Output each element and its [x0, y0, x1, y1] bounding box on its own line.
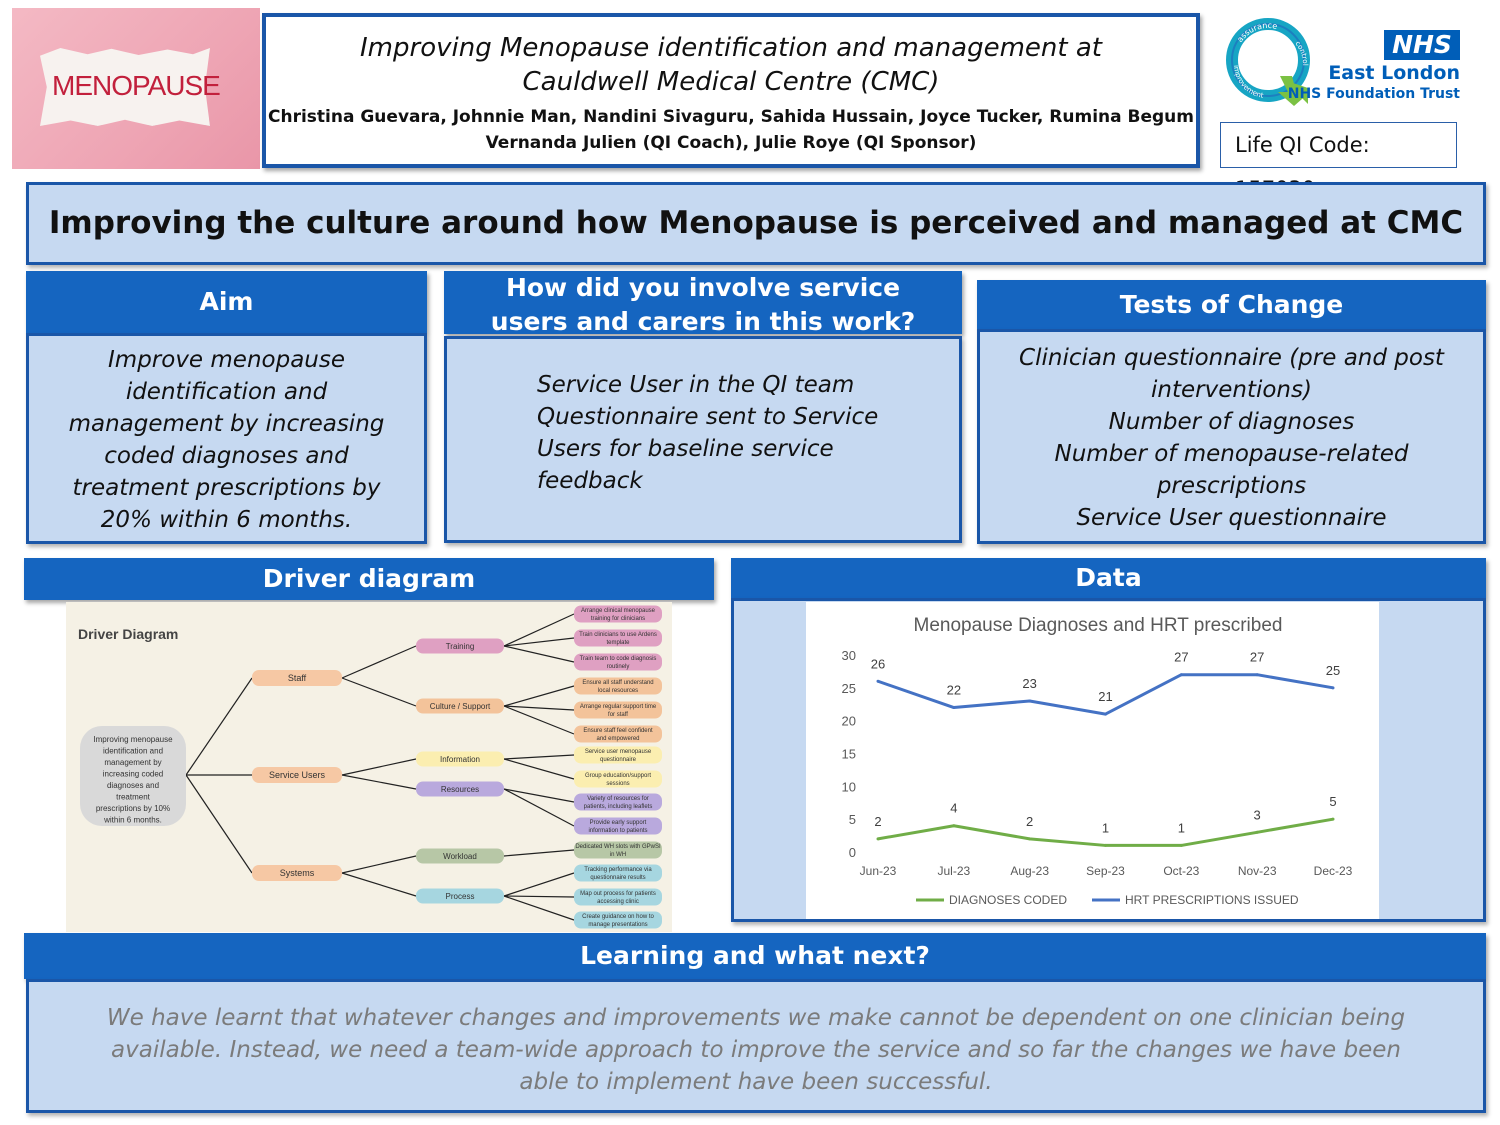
- driver-secondary-5-label: Process: [445, 891, 475, 901]
- y-tick-label: 10: [841, 779, 856, 795]
- driver-primary-0: [252, 670, 342, 686]
- x-tick-label: Aug-23: [1010, 864, 1050, 878]
- data-label: 27: [1174, 649, 1189, 665]
- authors: [266, 104, 1196, 156]
- chart-title: Menopause Diagnoses and HRT prescribed: [913, 615, 1283, 636]
- driver-change-2-label: Train team to code diagnosis routinely: [579, 656, 657, 671]
- series-point-0: [1104, 844, 1107, 847]
- project-banner: Improving the culture around how Menopause is perceived and managed at CMC: [26, 182, 1486, 265]
- driver-primary-2-label: Systems: [279, 868, 315, 879]
- driver-primary-0-label: Staff: [287, 673, 307, 684]
- x-tick-label: Jun-23: [859, 864, 897, 878]
- series-point-1: [952, 706, 955, 709]
- series-point-1: [1028, 699, 1031, 702]
- involve-heading: [444, 271, 962, 334]
- driver-change-2: [574, 654, 662, 671]
- driver-primary-2: [252, 865, 342, 881]
- driver-secondary-1: [416, 699, 504, 714]
- driver-change-8: [574, 794, 662, 811]
- authors-line-2: Vernanda Julien (QI Coach), Julie Roye (QI Sponsor): [485, 133, 977, 153]
- data-label: 1: [1177, 820, 1185, 836]
- series-point-1: [1180, 673, 1183, 676]
- series-point-0: [1332, 818, 1335, 821]
- driver-change-6: [574, 747, 662, 764]
- legend-label-0: DIAGNOSES CODED: [949, 893, 1068, 907]
- driver-change-9: [574, 818, 662, 835]
- y-tick-label: 30: [841, 648, 856, 663]
- x-tick-label: Nov-23: [1237, 864, 1277, 878]
- data-label: 2: [1026, 813, 1034, 829]
- logo-word-control: control: [1293, 39, 1310, 66]
- nhs-logo: NHS: [1384, 30, 1460, 60]
- involve-heading-text: How did you involve service users and carers in this work?: [490, 273, 916, 336]
- data-label: 21: [1098, 689, 1113, 705]
- x-tick-label: Jul-23: [937, 864, 971, 878]
- series-point-1: [1256, 673, 1259, 676]
- learning-heading: Learning and what next?: [24, 933, 1486, 979]
- driver-secondary-5: [416, 889, 504, 904]
- driver-secondary-2: [416, 752, 504, 767]
- involve-line-2: Questionnaire sent to Service Users for baseline service feedback: [537, 404, 879, 494]
- driver-change-1-label: Train clinicians to use Ardens template: [579, 632, 657, 647]
- driver-change-10-label: Dedicated WH slots with GPwSI in WH: [575, 844, 661, 859]
- driver-change-3: [574, 678, 662, 695]
- test-line-4: Service User questionnaire: [1076, 505, 1387, 531]
- involve-line-1: Service User in the QI team: [537, 372, 855, 398]
- driver-root-text: Improving menopause identification and management by increasing coded diagnoses and treatment prescriptions by 10% within 6 months.: [93, 735, 173, 825]
- poster-title: [266, 31, 1196, 99]
- data-label: 4: [950, 800, 958, 816]
- driver-change-10: [574, 842, 662, 859]
- driver-secondary-0: [416, 639, 504, 654]
- driver-change-7: [574, 771, 662, 788]
- driver-change-6-label: Service user menopause questionnaire: [584, 749, 652, 764]
- driver-secondary-3: [416, 782, 504, 797]
- aim-heading: Aim: [26, 271, 427, 333]
- data-heading: Data: [731, 558, 1486, 598]
- driver-secondary-1-label: Culture / Support: [429, 701, 491, 711]
- driver-secondary-4: [416, 849, 504, 864]
- driver-primary-1: [252, 767, 342, 783]
- test-line-1: Clinician questionnaire (pre and post interventions): [1019, 345, 1444, 403]
- y-tick-label: 25: [841, 680, 856, 696]
- aim-panel: [26, 333, 427, 544]
- driver-secondary-3-label: Resources: [440, 784, 480, 794]
- driver-change-7-label: Group education/support sessions: [584, 773, 652, 788]
- driver-change-13-label: Create guidance on how to manage presentations: [582, 914, 654, 929]
- driver-change-12: [574, 889, 662, 906]
- y-tick-label: 5: [848, 812, 856, 828]
- trust-name: East London: [1328, 62, 1460, 84]
- y-tick-label: 0: [848, 845, 856, 860]
- data-label: 26: [870, 656, 886, 672]
- title-line-1: Improving Menopause identification and management at: [360, 33, 1102, 63]
- data-label: 1: [1101, 820, 1110, 836]
- driver-secondary-0-label: Training: [445, 641, 475, 651]
- driver-change-12-label: Map out process for patients accessing clinic: [580, 891, 656, 906]
- series-point-1: [1332, 686, 1335, 689]
- data-label: 25: [1325, 662, 1341, 678]
- title-box: [262, 13, 1200, 168]
- menopause-image-word: MENOPAUSE: [52, 70, 220, 101]
- tests-panel: [977, 329, 1486, 544]
- driver-secondary-2-label: Information: [439, 754, 481, 764]
- data-label: 2: [874, 813, 882, 829]
- title-line-2: Cauldwell Medical Centre (CMC): [522, 67, 940, 97]
- driver-change-5-label: Ensure staff feel confident and empowered: [583, 728, 653, 743]
- driver-primary-1-label: Service Users: [268, 770, 326, 781]
- driver-change-13: [574, 912, 662, 929]
- test-line-2: Number of diagnoses: [1108, 409, 1355, 435]
- y-tick-label: 15: [841, 746, 856, 762]
- series-point-1: [1104, 713, 1107, 716]
- driver-change-3-label: Ensure all staff understand local resources: [582, 680, 654, 695]
- driver-diagram-svg: [66, 602, 672, 932]
- authors-line-1: Christina Guevara, Johnnie Man, Nandini Sivaguru, Sahida Hussain, Joyce Tucker, Rumina Begum: [268, 107, 1194, 127]
- driver-heading: Driver diagram: [24, 558, 714, 600]
- series-point-0: [1256, 831, 1259, 834]
- x-tick-label: Dec-23: [1313, 864, 1353, 878]
- driver-change-4: [574, 702, 662, 719]
- chart-area: [806, 602, 1379, 919]
- test-line-3: Number of menopause-related prescriptions: [1054, 441, 1409, 499]
- data-label: 23: [1022, 675, 1037, 691]
- logo-word-assurance: assurance: [1235, 20, 1279, 45]
- driver-secondary-4-label: Workload: [443, 851, 477, 861]
- x-tick-label: Sep-23: [1086, 864, 1125, 878]
- aim-text: Improve menopause identification and management by increasing coded diagnoses and treatment prescriptions by 20% within 6 months.: [68, 347, 385, 533]
- driver-change-4-label: Arrange regular support time for staff: [579, 704, 657, 719]
- learning-text: We have learnt that whatever changes and improvements we make cannot be dependent on one clinician being available. Instead, we need a team-wide approach to improve the service and so far the changes we have been able to implement have been successful.: [106, 1005, 1406, 1095]
- data-label: 5: [1329, 794, 1337, 810]
- svg-text:assurance: [1235, 21, 1278, 44]
- driver-diagram-title: Driver Diagram: [78, 626, 179, 642]
- driver-change-8-label: Variety of resources for patients, including leaflets: [583, 796, 653, 811]
- driver-change-1: [574, 630, 662, 647]
- learning-panel: [26, 979, 1486, 1113]
- driver-diagram: [66, 602, 672, 932]
- x-tick-label: Oct-23: [1163, 864, 1200, 878]
- legend-label-1: HRT PRESCRIPTIONS ISSUED: [1125, 893, 1299, 907]
- line-chart: [806, 602, 1379, 919]
- driver-change-0: [574, 606, 662, 623]
- involve-panel: [444, 336, 962, 543]
- series-point-0: [877, 837, 880, 840]
- data-label: 22: [946, 682, 962, 698]
- tests-heading: Tests of Change: [977, 280, 1486, 329]
- qi-code: Life QI Code:: [1220, 122, 1457, 168]
- trust-subtitle: NHS Foundation Trust: [1287, 86, 1460, 102]
- driver-change-11: [574, 865, 662, 882]
- driver-change-0-label: Arrange clinical menopause training for clinicians: [580, 608, 656, 623]
- data-label: 27: [1249, 649, 1265, 665]
- logo-word-improvement: improvement: [1232, 64, 1265, 100]
- series-point-1: [877, 680, 880, 683]
- driver-change-5: [574, 726, 662, 743]
- series-point-0: [1028, 837, 1031, 840]
- series-point-0: [952, 824, 955, 827]
- y-tick-label: 20: [841, 713, 856, 729]
- driver-change-11-label: Tracking performance via questionnaire results: [584, 867, 652, 882]
- driver-change-9-label: Provide early support information to patients: [588, 820, 648, 835]
- series-point-0: [1180, 844, 1183, 847]
- data-label: 3: [1253, 807, 1261, 823]
